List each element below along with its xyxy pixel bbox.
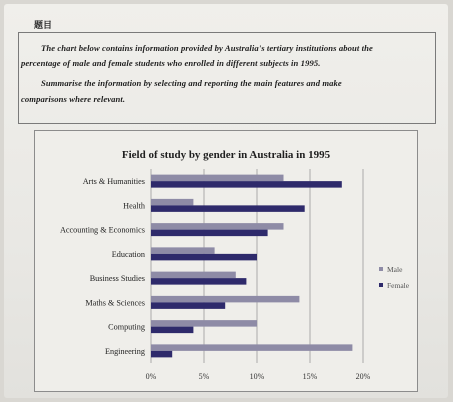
prompt-box: [18, 32, 436, 124]
legend-swatch: [379, 283, 383, 287]
legend-swatch: [379, 267, 383, 271]
male-bar: [151, 344, 352, 351]
category-label: Arts & Humanities: [82, 177, 145, 187]
male-bar: [151, 296, 299, 303]
category-label: Maths & Sciences: [85, 298, 145, 308]
x-tick-label: 15%: [302, 372, 318, 381]
female-bar: [151, 205, 305, 212]
header-label: 题目: [34, 20, 53, 30]
female-bar: [151, 351, 172, 358]
prompt-line-4: comparisons where relevant.: [21, 94, 126, 104]
x-tick-label: 20%: [355, 372, 371, 381]
female-bar: [151, 230, 268, 237]
male-bar: [151, 247, 215, 254]
category-label: Business Studies: [89, 274, 145, 284]
legend-label: Female: [387, 281, 410, 290]
male-bar: [151, 272, 236, 279]
category-label: Health: [123, 201, 145, 211]
page-sheet: [4, 4, 448, 398]
male-bar: [151, 223, 284, 230]
female-bar: [151, 302, 225, 309]
chart-frame: [34, 130, 418, 392]
female-bar: [151, 254, 257, 261]
x-tick-label: 5%: [198, 372, 210, 381]
legend-label: Male: [387, 265, 403, 274]
category-label: Computing: [108, 322, 145, 332]
female-bar: [151, 278, 246, 285]
category-label: Accounting & Economics: [59, 225, 145, 235]
male-bar: [151, 175, 284, 182]
prompt-line-3: Summarise the information by selecting and reporting the main features and make: [41, 78, 342, 88]
female-bar: [151, 181, 342, 188]
bar-chart: [35, 131, 419, 393]
x-tick-label: 0%: [145, 372, 157, 381]
category-label: Education: [111, 249, 145, 259]
female-bar: [151, 327, 193, 334]
male-bar: [151, 320, 257, 327]
prompt-line-2: percentage of male and female students who enrolled in different subjects in 1995.: [21, 58, 321, 68]
category-label: Engineering: [104, 346, 145, 356]
prompt-line-1: The chart below contains information provided by Australia's tertiary institutions about the: [41, 43, 373, 53]
male-bar: [151, 199, 193, 206]
x-tick-label: 10%: [249, 372, 265, 381]
chart-title: Field of study by gender in Australia in 1995: [121, 149, 331, 161]
